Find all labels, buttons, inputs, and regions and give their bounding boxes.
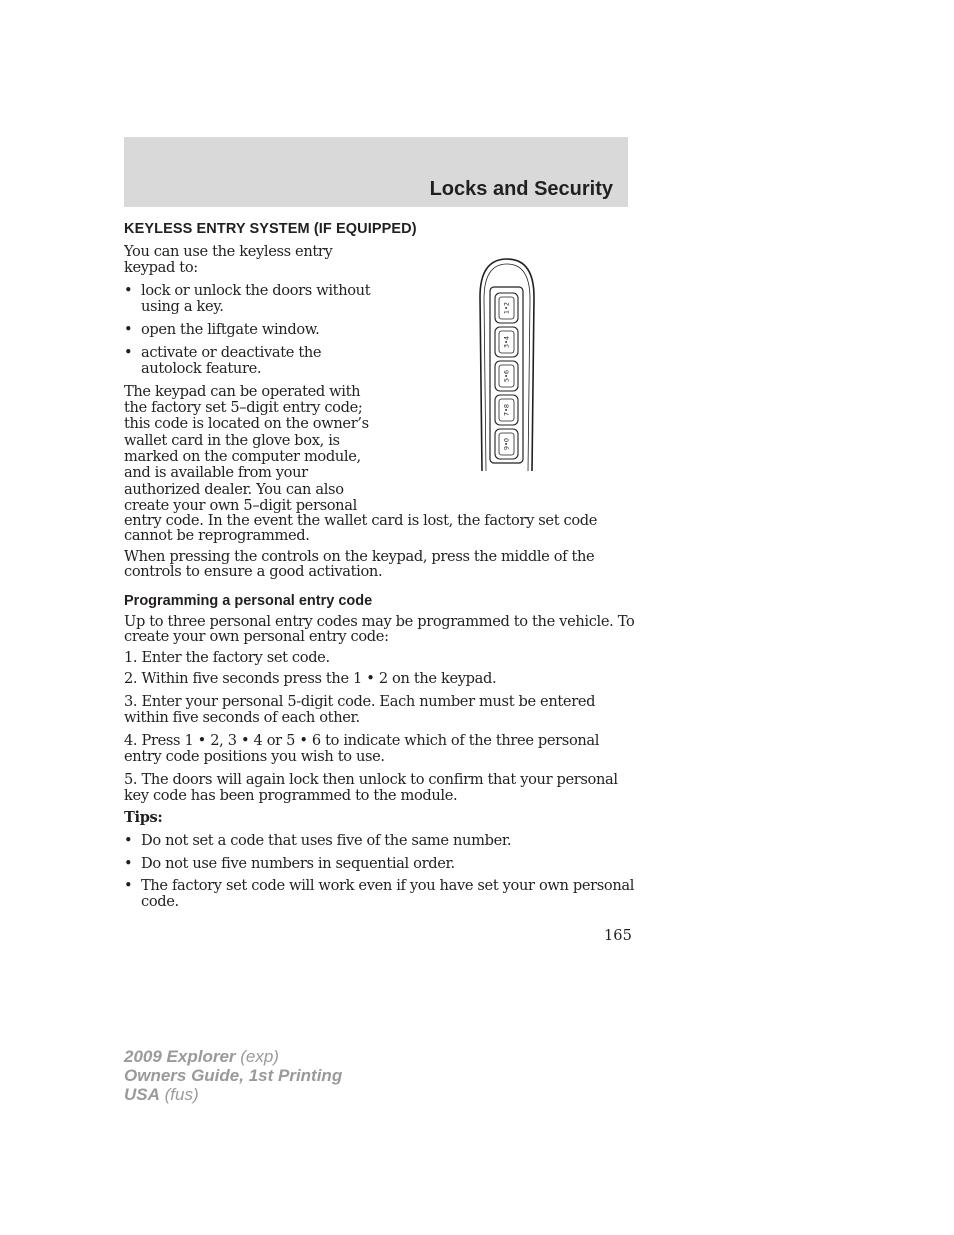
tip-text: Do not set a code that uses five of the same number. <box>141 832 512 849</box>
footer-market-code: (fus) <box>159 1085 199 1104</box>
section-header-band <box>124 137 628 207</box>
para1-line: the factory set 5–digit entry code; <box>124 399 363 416</box>
keypad-button-1 <box>495 293 518 323</box>
bullet-text: activate or deactivate the <box>141 344 322 361</box>
keypad-button-4 <box>495 395 518 425</box>
tip-text: Do not use five numbers in sequential order. <box>141 855 455 872</box>
keypad-button-5 <box>495 429 518 459</box>
keypad-button-label: 7•8 <box>502 403 511 417</box>
bullet-text: lock or unlock the doors without <box>141 282 371 299</box>
bullet-text: open the liftgate window. <box>141 321 320 338</box>
keypad-button-label: 1•2 <box>502 301 511 315</box>
bullet-text: using a key. <box>141 298 224 315</box>
step-5-line-2: key code has been programmed to the module. <box>124 787 458 804</box>
step-5-line-1: 5. The doors will again lock then unlock to confirm that your personal <box>124 771 618 788</box>
footer-model-code: (exp) <box>235 1047 279 1066</box>
step-3-line-1: 3. Enter your personal 5-digit code. Each number must be entered <box>124 693 596 710</box>
para1-line: and is available from your <box>124 464 308 481</box>
step-2: 2. Within five seconds press the 1 • 2 on the keypad. <box>124 670 497 687</box>
step-4-line-1: 4. Press 1 • 2, 3 • 4 or 5 • 6 to indicate which of the three personal <box>124 732 600 749</box>
step-1: 1. Enter the factory set code. <box>124 649 330 666</box>
keypad-button-label: 9•0 <box>502 437 511 451</box>
section-title: Locks and Security <box>429 178 613 200</box>
step-4-line-2: entry code positions you wish to use. <box>124 748 385 765</box>
keypad-button-label: 5•6 <box>502 369 511 383</box>
para1-line: The keypad can be operated with <box>124 383 361 400</box>
keypad-button-label: 3•4 <box>502 335 511 349</box>
programming-heading: Programming a personal entry code <box>124 593 373 609</box>
keypad-illustration <box>476 257 538 473</box>
tips-label: Tips: <box>124 809 163 826</box>
keyless-entry-heading: KEYLESS ENTRY SYSTEM (IF EQUIPPED) <box>124 221 417 237</box>
para1-line: wallet card in the glove box, is <box>124 432 340 449</box>
step-3-line-2: within five seconds of each other. <box>124 709 360 726</box>
para2-line: When pressing the controls on the keypad, press the middle of the <box>124 548 595 565</box>
intro-line-2: keypad to: <box>124 259 198 276</box>
footer-market: USA <box>124 1085 160 1104</box>
tip-text: code. <box>141 893 179 910</box>
para1-line: authorized dealer. You can also <box>124 481 344 498</box>
footer-print-info <box>124 1047 342 1104</box>
para2-line: controls to ensure a good activation. <box>124 563 383 580</box>
intro-line-1: You can use the keyless entry <box>124 243 333 260</box>
para1-line: this code is located on the owner’s <box>124 415 369 432</box>
bullet-text: autolock feature. <box>141 360 262 377</box>
footer-model: 2009 Explorer <box>124 1047 236 1066</box>
para1-line: marked on the computer module, <box>124 448 361 465</box>
keypad-button-2 <box>495 327 518 357</box>
para1-line: cannot be reprogrammed. <box>124 527 310 544</box>
footer-printing: Owners Guide, 1st Printing <box>124 1066 343 1085</box>
programming-intro-line: Up to three personal entry codes may be programmed to the vehicle. To <box>124 613 635 630</box>
programming-intro-line: create your own personal entry code: <box>124 628 389 645</box>
para1-line: entry code. In the event the wallet card is lost, the factory set code <box>124 512 598 529</box>
tip-text: The factory set code will work even if you have set your own personal <box>141 877 635 894</box>
keypad-button-3 <box>495 361 518 391</box>
para1-line: create your own 5–digit personal <box>124 497 357 514</box>
page-number: 165 <box>604 927 632 944</box>
